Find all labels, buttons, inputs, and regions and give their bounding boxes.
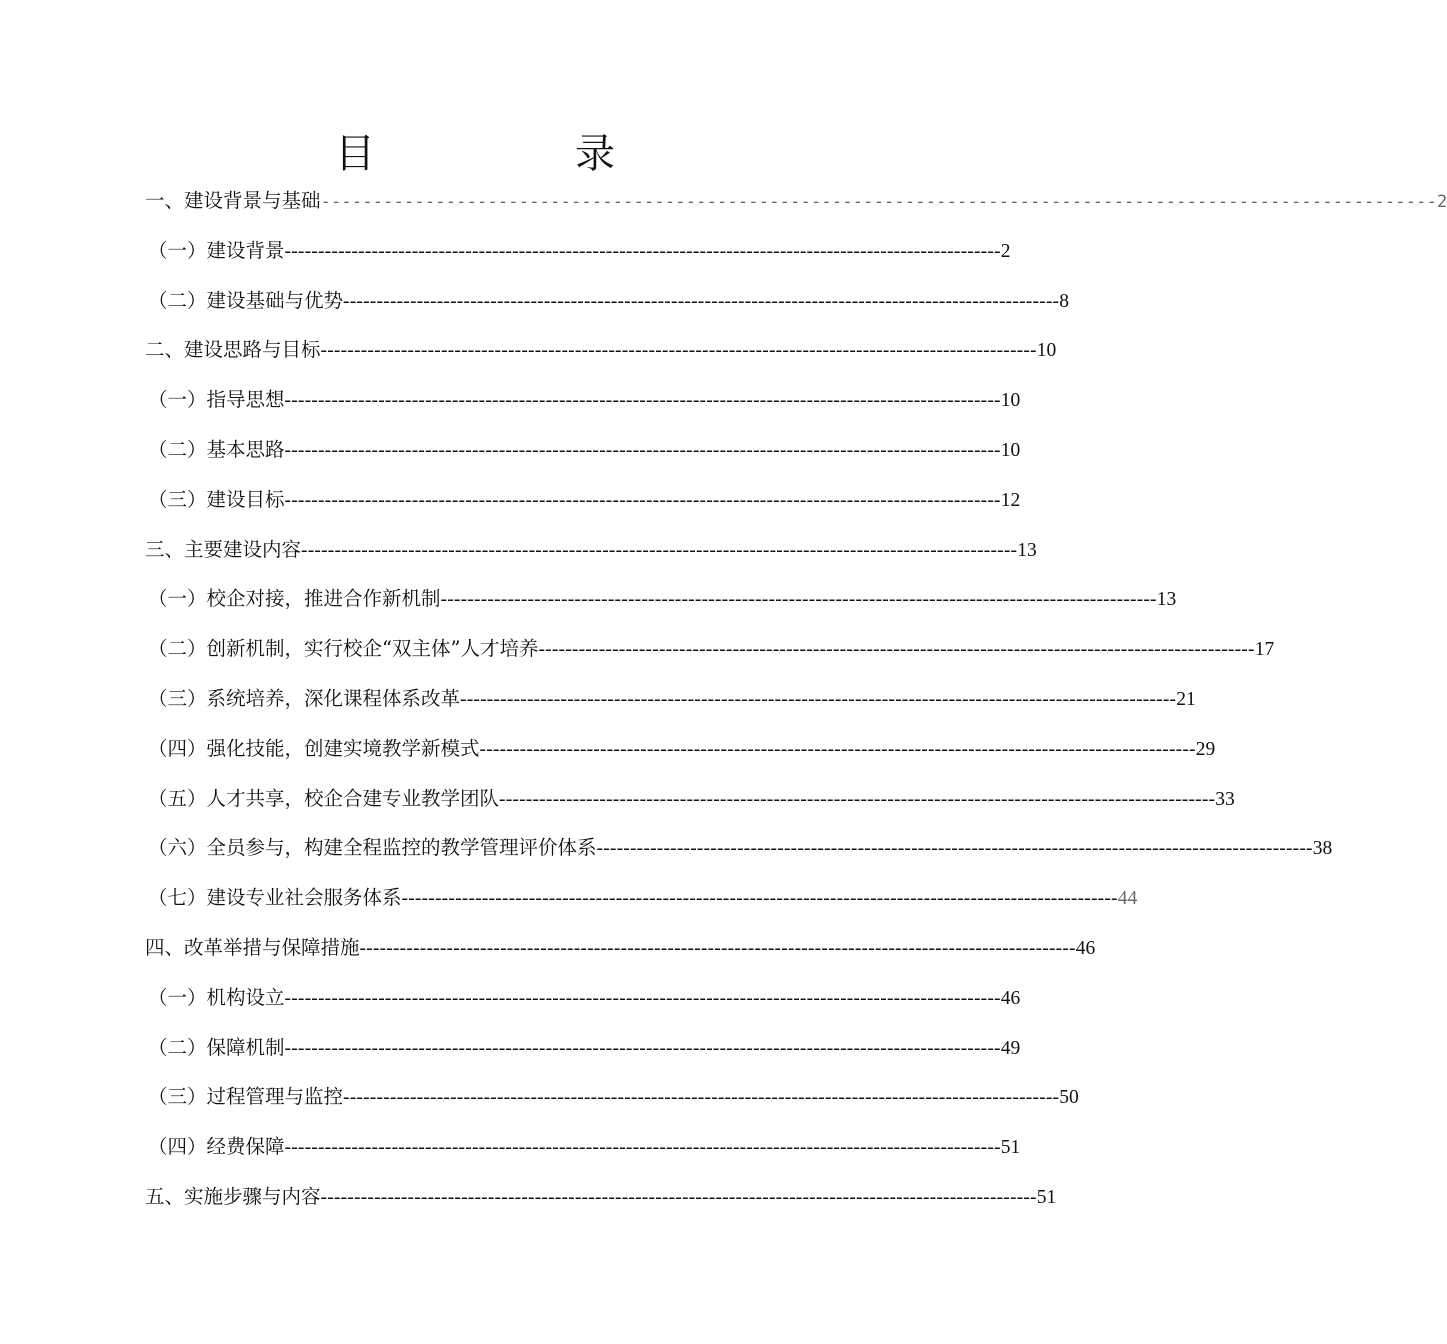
toc-entry[interactable] <box>145 774 1235 824</box>
toc-entry-label: 三、主要建设内容 <box>145 537 302 561</box>
toc-page-number: 12 <box>1000 489 1021 511</box>
toc-entry[interactable] <box>145 724 1216 774</box>
toc-page-number: 10 <box>1036 340 1057 362</box>
toc-page-number: 17 <box>1254 639 1275 661</box>
toc-leader: ----------------------------------------------------------------------------------------------------------- <box>284 439 1001 461</box>
toc-leader: ----------------------------------------------------------------------------------------------------------- <box>499 788 1216 810</box>
toc-entry-label: （一）指导思想 <box>148 388 285 412</box>
toc-page-number: 38 <box>1312 838 1333 860</box>
toc-entry-label: （五）人才共享，校企合建专业教学团队 <box>148 786 500 810</box>
toc-leader: ----------------------------------------------------------------------------------------------------------- <box>284 1137 1001 1159</box>
toc-page-number: 29 <box>1195 738 1216 760</box>
toc-page-number: 46 <box>1075 937 1096 959</box>
toc-entry[interactable] <box>145 1072 1079 1122</box>
toc-leader: ----------------------------------------------------------------------------------------------------------- <box>320 1186 1037 1208</box>
toc-entry-label: 二、建设思路与目标 <box>145 338 321 362</box>
toc-leader: ----------------------------------------------------------------------------------------------------------- <box>284 1037 1001 1059</box>
toc-page-number: 33 <box>1215 788 1235 810</box>
toc-leader: ----------------------------------------------------------------------------------------------------------- <box>460 688 1177 710</box>
toc-entry-label: （三）建设目标 <box>148 487 285 511</box>
toc-entry[interactable] <box>145 1023 1021 1073</box>
toc-entry[interactable] <box>145 425 1021 475</box>
toc-page-number: 8 <box>1059 290 1069 312</box>
toc-entry[interactable] <box>145 823 1333 873</box>
toc-entry[interactable] <box>145 176 1447 226</box>
toc-entry-label: （二）基本思路 <box>148 437 285 461</box>
toc-entry-label: （二）创新机制，实行校企“双主体”人才培养 <box>148 637 539 661</box>
toc-entry[interactable] <box>145 1122 1021 1172</box>
toc-leader: ----------------------------------------------------------------------------------------------------------- <box>479 738 1196 760</box>
table-of-contents <box>145 176 1447 1222</box>
toc-entry[interactable] <box>145 375 1021 425</box>
toc-entry-label: （三）系统培养，深化课程体系改革 <box>148 686 461 710</box>
toc-entry[interactable] <box>145 873 1138 923</box>
toc-entry[interactable] <box>145 624 1275 674</box>
toc-page-number: 50 <box>1059 1087 1079 1109</box>
toc-entry-label: （二）建设基础与优势 <box>148 288 344 312</box>
toc-leader: ----------------------------------------------------------------------------------------------------------- <box>596 838 1313 860</box>
toc-entry[interactable] <box>145 325 1057 375</box>
toc-leader: ----------------------------------------------------------------------------------------------------------- <box>401 888 1118 910</box>
toc-page-number: 51 <box>1000 1137 1021 1159</box>
toc-entry[interactable] <box>145 226 1011 276</box>
toc-leader: ----------------------------------------------------------------------------------------------------------- <box>320 192 1438 212</box>
toc-page-number: 46 <box>1000 987 1021 1009</box>
toc-leader: ----------------------------------------------------------------------------------------------------------- <box>343 290 1060 312</box>
toc-entry-label: （四）经费保障 <box>148 1135 285 1159</box>
toc-entry-label: （一）机构设立 <box>148 985 285 1009</box>
toc-entry-label: （六）全员参与，构建全程监控的教学管理评价体系 <box>148 836 597 860</box>
toc-entry[interactable] <box>145 276 1069 326</box>
toc-entry-label: （一）校企对接，推进合作新机制 <box>148 587 441 611</box>
toc-page-number: 2 <box>1437 192 1447 212</box>
toc-entry-label: （四）强化技能，创建实境教学新模式 <box>148 736 480 760</box>
toc-page-number: 49 <box>1000 1037 1021 1059</box>
toc-page-number: 13 <box>1017 539 1037 561</box>
toc-leader: ----------------------------------------------------------------------------------------------------------- <box>538 639 1255 661</box>
toc-page-number: 51 <box>1036 1186 1057 1208</box>
toc-leader: ----------------------------------------------------------------------------------------------------------- <box>359 937 1076 959</box>
toc-leader: ----------------------------------------------------------------------------------------------------------- <box>343 1087 1060 1109</box>
toc-page-number: 44 <box>1117 888 1138 910</box>
toc-entry-label: 四、改革举措与保障措施 <box>145 935 360 959</box>
toc-page-number: 10 <box>1000 439 1021 461</box>
toc-page-number: 10 <box>1000 390 1021 412</box>
toc-entry-label: （七）建设专业社会服务体系 <box>148 886 402 910</box>
toc-entry-label: （二）保障机制 <box>148 1035 285 1059</box>
toc-page-number: 13 <box>1156 589 1177 611</box>
toc-entry[interactable] <box>145 973 1021 1023</box>
toc-entry-label: （三）过程管理与监控 <box>148 1085 344 1109</box>
toc-entry[interactable] <box>145 923 1096 973</box>
toc-leader: ----------------------------------------------------------------------------------------------------------- <box>320 340 1037 362</box>
toc-leader: ----------------------------------------------------------------------------------------------------------- <box>284 489 1001 511</box>
toc-leader: ----------------------------------------------------------------------------------------------------------- <box>284 240 1001 262</box>
toc-entry[interactable] <box>145 674 1196 724</box>
toc-entry[interactable] <box>145 525 1037 575</box>
toc-entry-label: 一、建设背景与基础 <box>145 189 321 212</box>
toc-page-number: 21 <box>1176 688 1196 710</box>
toc-entry[interactable] <box>145 574 1177 624</box>
toc-entry[interactable] <box>145 1172 1057 1222</box>
toc-page-number: 2 <box>1000 240 1011 262</box>
toc-leader: ----------------------------------------------------------------------------------------------------------- <box>301 539 1018 561</box>
toc-leader: ----------------------------------------------------------------------------------------------------------- <box>440 589 1157 611</box>
toc-entry-label: 五、实施步骤与内容 <box>145 1184 321 1208</box>
toc-entry[interactable] <box>145 475 1021 525</box>
page-title: 目 录 <box>335 131 695 177</box>
toc-leader: ----------------------------------------------------------------------------------------------------------- <box>284 987 1001 1009</box>
toc-entry-label: （一）建设背景 <box>148 238 285 262</box>
toc-leader: ----------------------------------------------------------------------------------------------------------- <box>284 390 1001 412</box>
